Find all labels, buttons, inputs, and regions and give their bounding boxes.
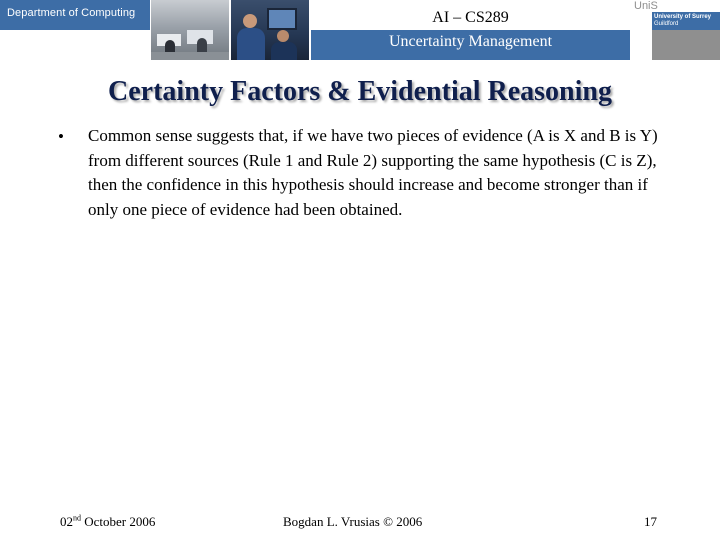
bullet-marker: • — [58, 127, 64, 146]
logo-unis-text: UniS — [634, 0, 658, 12]
footer-date-suffix: nd — [73, 513, 81, 523]
header-photo-students — [231, 0, 309, 60]
footer-date — [60, 514, 155, 530]
page-number: 17 — [644, 514, 657, 529]
bullet-text: Common sense suggests that, if we have two pieces of evidence (A is X and B is Y) from different sources (Rule 1 and Rule 2) supporting the same hypothesis (C is Z), then the confidence in this hypothesis should increase and become stronger than if only one piece of evidence had been obtained. — [88, 126, 658, 219]
footer-date-rest: October 2006 — [81, 514, 156, 529]
course-title: AI – CS289 — [432, 9, 509, 26]
department-band — [0, 0, 150, 30]
footer-author: Bogdan L. Vrusias © 2006 — [283, 514, 423, 529]
footer-date-day: 02 — [60, 514, 73, 529]
slide-title: Certainty Factors & Evidential Reasoning — [108, 76, 612, 107]
department-band-lower — [0, 32, 150, 60]
header-photo-computer-lab — [151, 0, 229, 60]
slide-header — [0, 0, 720, 60]
department-name: Department of Computing — [7, 7, 136, 19]
logo-city-name: Guildford — [654, 21, 679, 27]
course-title-box — [311, 0, 630, 60]
department-banner — [0, 0, 150, 60]
course-subtitle: Uncertainty Management — [388, 33, 553, 50]
logo-band — [634, 0, 720, 30]
logo-grey-block — [652, 30, 720, 60]
logo-university-name: University of Surrey — [654, 14, 712, 20]
university-logo — [632, 0, 720, 60]
